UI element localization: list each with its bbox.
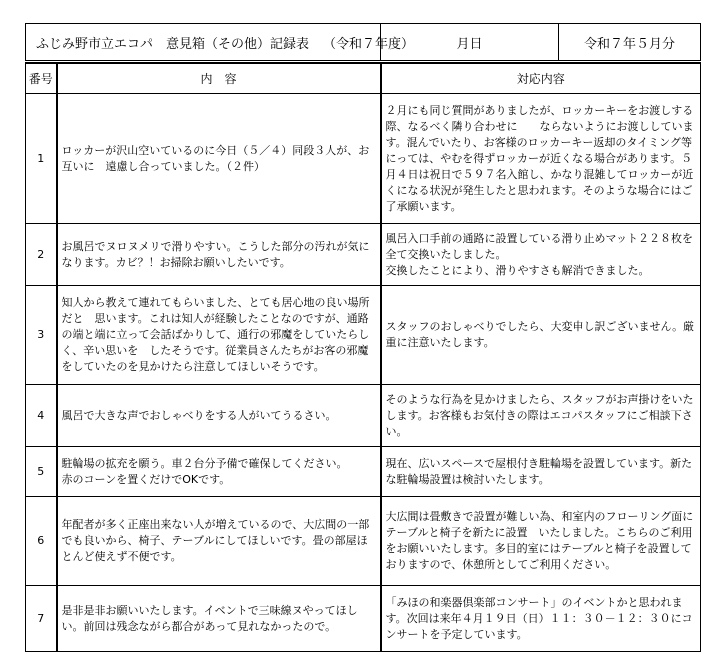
row-number: 3: [26, 286, 57, 385]
page-title: ふじみ野市立エコパ 意見箱（その他）記録表: [36, 36, 310, 52]
month-label: 月日: [381, 24, 559, 62]
table-row: [26, 94, 701, 224]
fiscal-year: （令和７年度）: [323, 36, 415, 52]
record-table: [25, 23, 701, 652]
table-row: [26, 385, 701, 447]
row-content: 年配者が多く正座出来ない人が増えているので、大広間の一部でも良いから、椅子、テーブルにしてほしいです。畳の部屋ほとんど使えず不便です。: [57, 497, 381, 586]
row-number: 1: [26, 94, 57, 224]
row-number: 4: [26, 385, 57, 447]
row-response: 風呂入口手前の通路に設置している滑り止めマット２２８枚を全て交換いたしました。 交換したことにより、滑りやすさも解消できました。: [381, 224, 701, 286]
row-response: ２月にも同じ質問がありましたが、ロッカーキーをお渡しする際、なるべく隣り合わせに ならないようにお渡ししています。混んでいたり、お客様のロッカーキー返却のタイミング等にっては、やむを得ずロッカーが近くなる場合があります。５月４日は祝日で５９７名入館し、かなり混雑してロッカーが近くになる状況が発生したと思われます。そのような場合にはご了承願います。: [381, 94, 701, 224]
row-number: 2: [26, 224, 57, 286]
row-response: そのような行為を見かけましたら、スタッフがお声掛けをいたします。お客様もお気付きの際はエコパスタッフにご相談下さい。: [381, 385, 701, 447]
column-header-response: 対応内容: [381, 64, 701, 94]
row-content: 風呂で大きな声でおしゃべりをする人がいてうるさい。: [57, 385, 381, 447]
row-number: 5: [26, 447, 57, 497]
row-number: 6: [26, 497, 57, 586]
row-response: 現在、広いスペースで屋根付き駐輪場を設置しています。新たな駐輪場設置は検討いたします。: [381, 447, 701, 497]
column-header-number: 番号: [26, 64, 57, 94]
table-row: [26, 286, 701, 385]
column-header-row: [26, 64, 701, 94]
row-response: スタッフのおしゃべりでしたら、大変申し訳ございません。厳重に注意いたします。: [381, 286, 701, 385]
row-number: 7: [26, 586, 57, 652]
record-sheet: [25, 23, 700, 652]
column-header-content: 内 容: [57, 64, 381, 94]
row-content: 是非是非お願いいたします。イベントで三味線ヌやってほしい。前回は残念ながら都合があって見れなかったので。: [57, 586, 381, 652]
row-response: 大広間は畳敷きで設置が難しい為、和室内のフローリング面にテーブルと椅子を新たに設置 いたしました。こちらのご利用をお願いいたします。多目的室にはテーブルと椅子を設置しておりますので、休憩所としてご利用ください。: [381, 497, 701, 586]
row-content: ロッカーが沢山空いているのに今日（５／４）同段３人が、お互いに 遠慮し合っていました。（２件）: [57, 94, 381, 224]
row-response: 「みほの和楽器倶楽部コンサート」のイベントかと思われます。次回は来年４月１９日（日）１１：３０－１２：３０にコンサートを予定しています。: [381, 586, 701, 652]
report-date: 令和７年５月分: [559, 24, 701, 62]
row-content: お風呂でヌロヌメリで滑りやすい。こうした部分の汚れが気になります。カビ？！お掃除お願いしたいです。: [57, 224, 381, 286]
table-row: [26, 224, 701, 286]
row-content: 知人から教えて連れてもらいました、とても居心地の良い場所だと 思います。これは知人が経験したことなのですが、通路の端と端に立って会話ばかりして、通行の邪魔をしていたらしく、辛い思いを したそうです。従業員さんたちがお客の邪魔をしていたのを見かけたら注意してほしいそうです。: [57, 286, 381, 385]
header-row: [26, 24, 701, 62]
row-content: 駐輪場の拡充を願う。車２台分予備で確保してください。 赤のコーンを置くだけでOKです。: [57, 447, 381, 497]
title-cell: [26, 24, 415, 62]
table-row: [26, 586, 701, 652]
table-row: [26, 497, 701, 586]
table-row: [26, 447, 701, 497]
